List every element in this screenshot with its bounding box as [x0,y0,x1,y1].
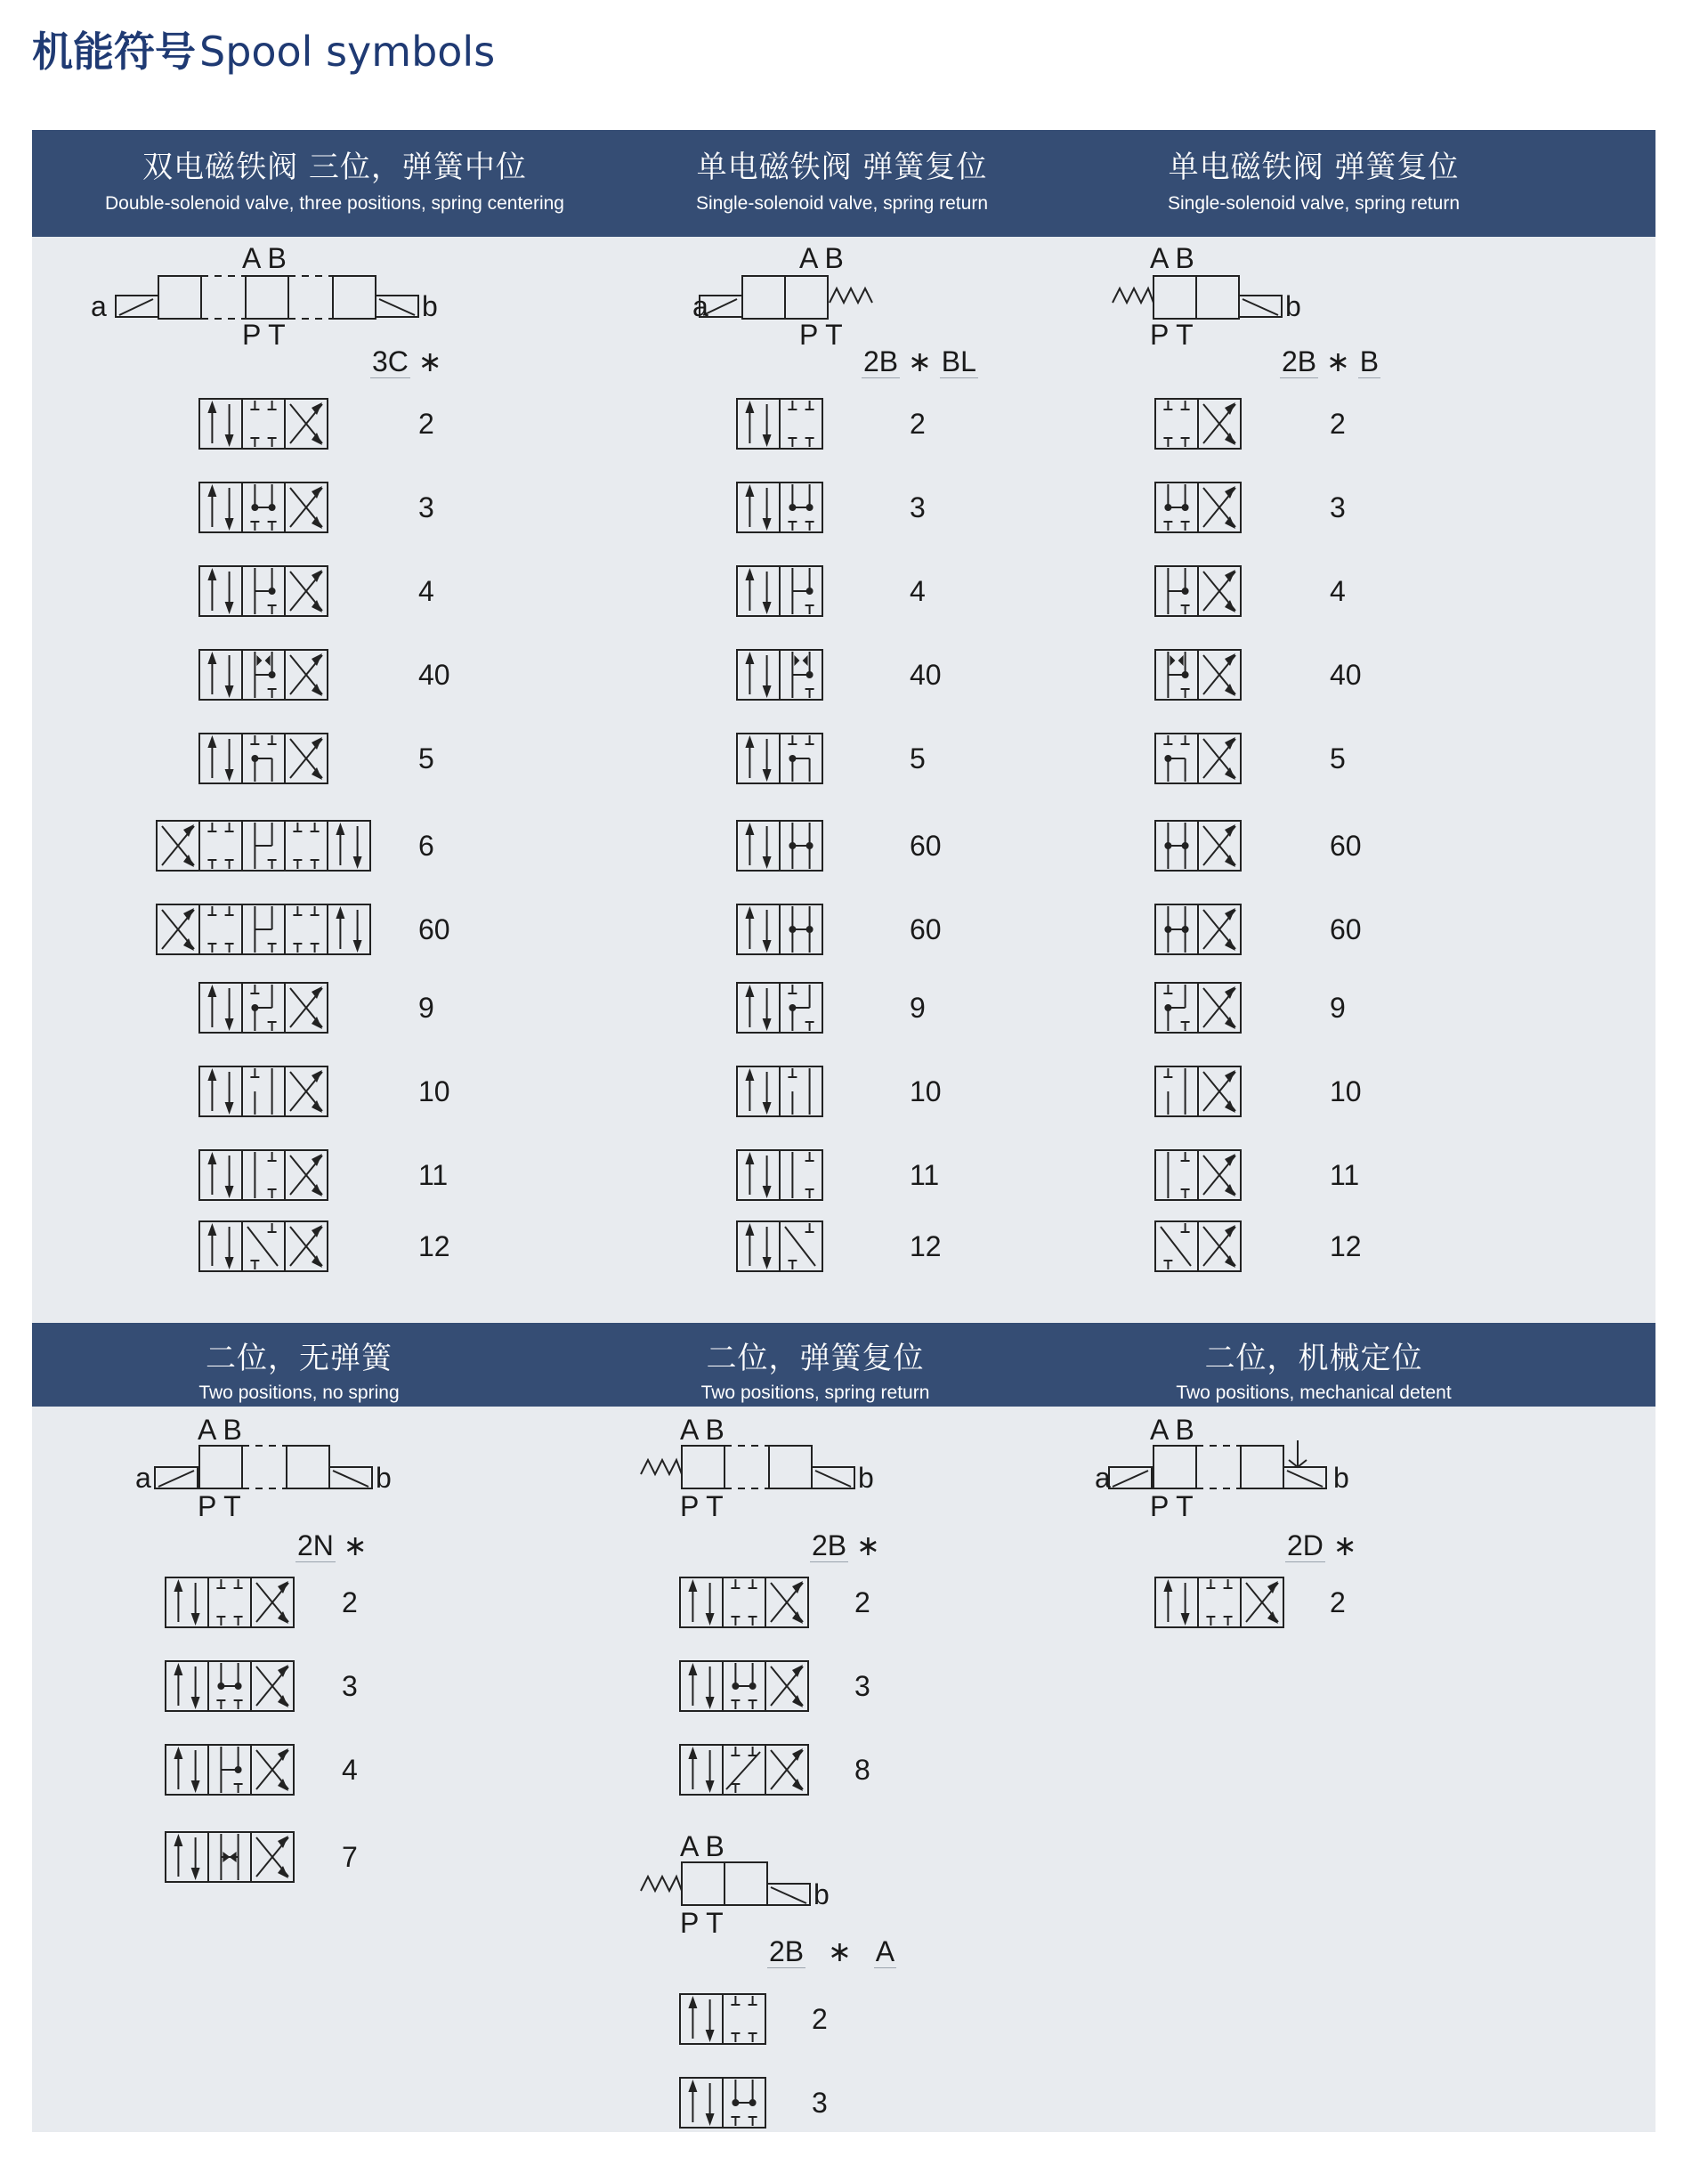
spool-code-label: 5 [418,742,434,774]
port-ab-label: A B [1150,1414,1194,1446]
col-header-double-solenoid [50,142,619,215]
spool-code-label: 2 [342,1586,358,1618]
spool-symbol [735,646,831,703]
spool-symbol [678,1658,817,1715]
spool-symbol [1154,901,1250,958]
spool-symbol [735,1063,831,1120]
valve-header-symbol-2bbl [691,267,895,338]
code-star: ∗ [417,345,442,377]
col-header-en: Two positions, spring return [700,1383,930,1403]
port-pt-label: P T [1150,319,1194,351]
spool-code-label: 3 [418,491,434,523]
spool-symbol [735,730,831,787]
spool-code-label: 3 [342,1670,358,1702]
spool-code-label: 10 [1330,1075,1362,1107]
col-header-en: Single-solenoid valve, spring return [1167,193,1460,214]
valve-header-symbol-2bb [1104,267,1308,338]
col-header-en: Single-solenoid valve, spring return [695,193,988,214]
port-pt-label: P T [680,1490,724,1522]
spool-code-label: 11 [910,1159,940,1191]
spool-code-label: 2 [418,408,434,440]
spool-symbol [678,1574,817,1631]
section-2-header [32,1323,1655,1407]
spool-symbol [164,1829,303,1885]
spool-code-label: 40 [1330,659,1362,691]
code-star: ∗ [1326,345,1350,377]
solenoid-b-label: b [814,1878,830,1910]
spool-code-label: 10 [418,1075,450,1107]
spool-symbol [1154,1574,1292,1631]
code-star: ∗ [828,1935,852,1967]
spool-symbol [735,817,831,874]
spool-code-label: 12 [910,1230,942,1262]
spool-symbol [155,901,379,958]
spool-code-label: 40 [910,659,942,691]
port-pt-label: P T [799,319,843,351]
col-header-zh: 双电磁铁阀 三位，弹簧中位 [142,150,527,185]
spool-symbol [735,563,831,620]
solenoid-b-label: b [422,290,438,322]
valve-header-symbol-2ba [637,1857,842,1928]
model-code-2d [1285,1531,1357,1560]
spool-symbol [735,1218,831,1275]
spool-code-label: 8 [854,1754,870,1786]
solenoid-a-label: a [135,1462,151,1494]
col-header-en: Double-solenoid valve, three positions, spring centering [105,193,564,214]
port-ab-label: A B [1150,242,1194,274]
spool-symbol [1154,395,1250,452]
solenoid-b-label: b [1285,290,1301,322]
spool-code-label: 4 [910,575,926,607]
model-code-2n [295,1531,368,1560]
spool-code-label: 5 [910,742,926,774]
spool-code-label: 12 [1330,1230,1362,1262]
spool-code-label: 4 [1330,575,1346,607]
spool-code-label: 60 [910,913,942,945]
code-part: 3C [372,345,409,377]
spool-code-label: 3 [812,2087,828,2119]
spool-symbol [678,1741,817,1798]
code-part: 2B [1282,345,1317,377]
valve-header-symbol-2d [1104,1440,1353,1512]
port-ab-label: A B [680,1830,724,1862]
col-header-two-pos-spring-return [602,1334,1029,1404]
spool-symbol [198,979,336,1036]
spool-symbol [735,979,831,1036]
spool-symbol [678,2074,774,2131]
spool-symbol [1154,479,1250,536]
spool-symbol [735,1147,831,1204]
solenoid-a-label: a [91,290,107,322]
spool-symbol [1154,1147,1250,1204]
code-star: ∗ [1332,1529,1357,1561]
code-part: A [875,1935,895,1967]
spool-code-label: 60 [1330,913,1362,945]
spool-code-label: 12 [418,1230,450,1262]
col-header-en: Two positions, no spring [198,1383,400,1403]
solenoid-b-label: b [376,1462,392,1494]
spool-symbol [198,395,336,452]
spool-code-label: 3 [1330,491,1346,523]
spool-code-label: 3 [910,491,926,523]
col-header-single-solenoid-a [619,142,1064,215]
col-header-zh: 二位，无弹簧 [206,1341,393,1376]
code-part: BL [941,345,976,377]
spool-code-label: 5 [1330,742,1346,774]
valve-header-symbol-2n [150,1440,399,1512]
spool-symbol [164,1574,303,1631]
code-part: 2D [1287,1529,1323,1561]
spool-symbol [155,817,379,874]
spool-code-label: 11 [1330,1159,1360,1191]
solenoid-b-label: b [858,1462,874,1494]
spool-symbol [198,646,336,703]
model-code-2bb [1280,347,1380,376]
port-ab-label: A B [680,1414,724,1446]
spool-code-label: 4 [342,1754,358,1786]
page-title [32,20,495,78]
spool-symbol [198,563,336,620]
port-ab-label: A B [242,242,287,274]
spool-symbol [164,1658,303,1715]
col-header-single-solenoid-b [1073,142,1554,215]
spool-symbol [198,1147,336,1204]
spool-symbol [198,1063,336,1120]
port-ab-label: A B [799,242,844,274]
model-code-3c [370,347,442,376]
spool-code-label: 11 [418,1159,449,1191]
spool-symbol [198,1218,336,1275]
spool-symbol [1154,646,1250,703]
spool-code-label: 2 [1330,1586,1346,1618]
spool-symbol [735,901,831,958]
spool-symbol [735,479,831,536]
code-star: ∗ [343,1529,368,1561]
spool-symbol [1154,730,1250,787]
spool-symbol [735,395,831,452]
spool-code-label: 60 [1330,830,1362,862]
spool-code-label: 60 [418,913,450,945]
spool-symbol [1154,1218,1250,1275]
code-star: ∗ [908,345,932,377]
model-code-2ba [767,1937,896,1966]
spool-symbol [678,1991,774,2048]
spool-symbol [164,1741,303,1798]
solenoid-b-label: b [1333,1462,1349,1494]
col-header-two-pos-detent [1100,1334,1527,1404]
code-star: ∗ [856,1529,880,1561]
spool-code-label: 7 [342,1841,358,1873]
spool-code-label: 6 [418,830,434,862]
code-part: B [1359,345,1380,377]
col-header-two-pos-no-spring [50,1334,548,1404]
spool-code-label: 2 [854,1586,870,1618]
section-1-header [32,130,1655,237]
model-code-2bbl [862,347,978,376]
model-code-2b [810,1531,880,1560]
col-header-zh: 单电磁铁阀 弹簧复位 [696,150,988,185]
spool-code-label: 9 [910,992,926,1024]
spool-symbol [1154,979,1250,1036]
spool-code-label: 4 [418,575,434,607]
title-zh: 机能符号 [32,28,196,76]
col-header-zh: 二位，机械定位 [1204,1341,1423,1376]
spool-code-label: 2 [910,408,926,440]
col-header-en: Two positions, mechanical detent [1176,1383,1452,1403]
spool-symbol [198,730,336,787]
code-part: 2B [769,1935,805,1967]
port-pt-label: P T [1150,1490,1194,1522]
code-part: 2N [297,1529,334,1561]
port-ab-label: A B [198,1414,242,1446]
spool-code-label: 40 [418,659,450,691]
solenoid-a-label: a [1095,1462,1111,1494]
spool-symbol [1154,563,1250,620]
solenoid-a-label: a [692,290,708,322]
title-en: Spool symbols [199,28,496,76]
valve-header-symbol-2b [637,1440,878,1512]
spool-code-label: 9 [418,992,434,1024]
spool-code-label: 9 [1330,992,1346,1024]
spool-code-label: 3 [854,1670,870,1702]
spool-code-label: 2 [1330,408,1346,440]
spool-code-label: 10 [910,1075,942,1107]
port-pt-label: P T [680,1907,724,1939]
spool-code-label: 2 [812,2003,828,2035]
spool-symbol [1154,1063,1250,1120]
code-part: 2B [863,345,899,377]
port-pt-label: P T [198,1490,241,1522]
code-part: 2B [812,1529,847,1561]
port-pt-label: P T [242,319,286,351]
spool-symbol [1154,817,1250,874]
spool-symbol [198,479,336,536]
col-header-zh: 单电磁铁阀 弹簧复位 [1168,150,1460,185]
spool-code-label: 60 [910,830,942,862]
col-header-zh: 二位，弹簧复位 [706,1341,925,1376]
